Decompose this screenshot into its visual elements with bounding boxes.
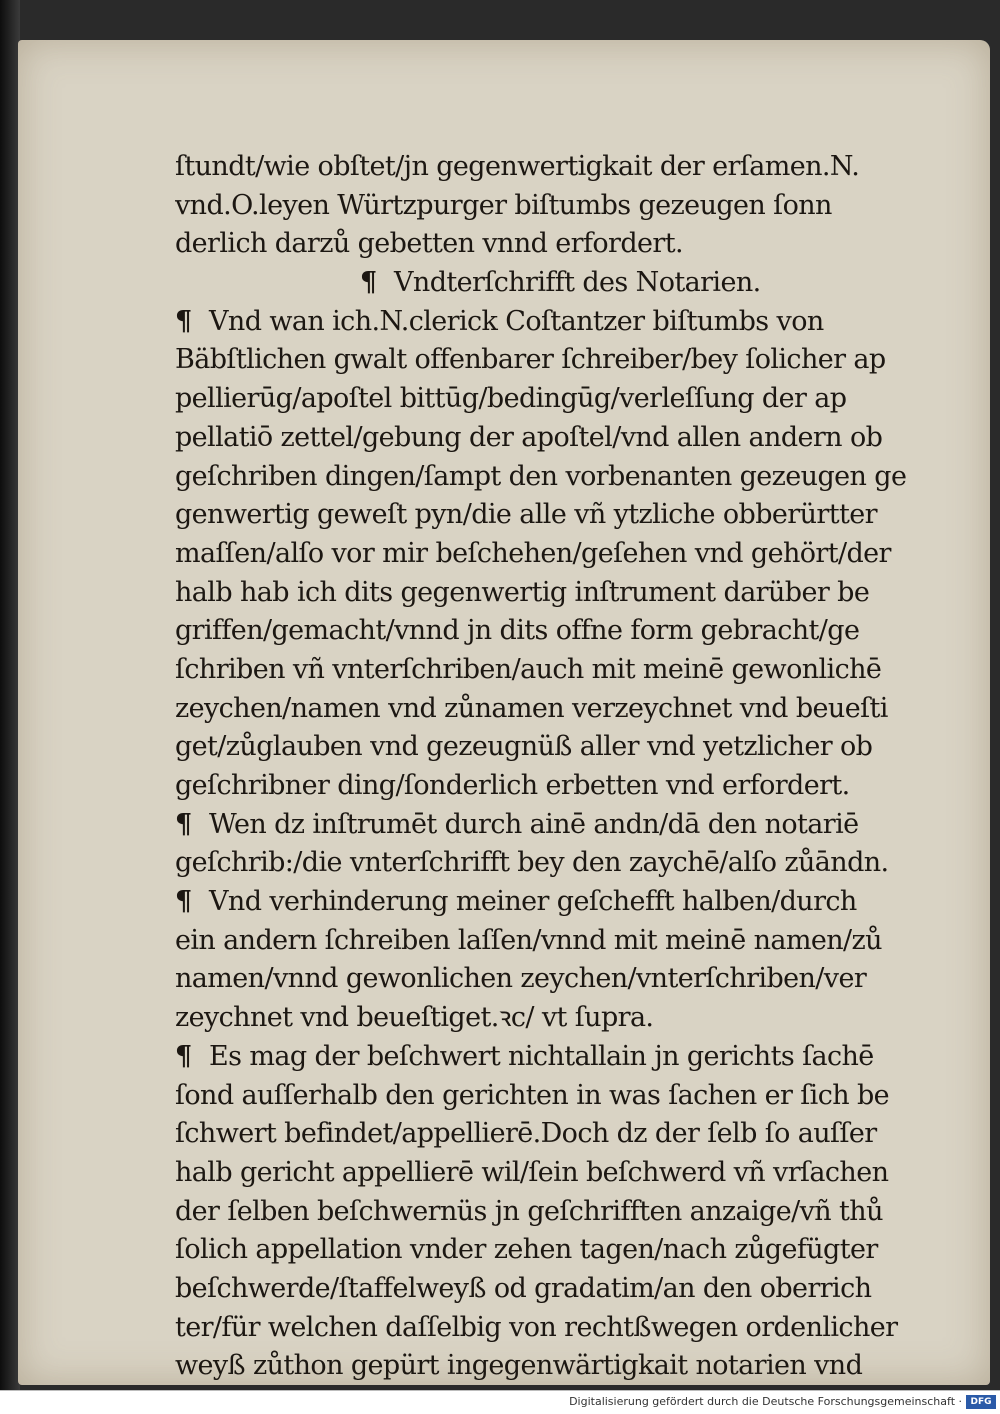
paper-page [18,40,990,1385]
text-line [175,844,935,883]
section-heading [175,264,935,303]
line-text: Vnd wan ich.N.clerick Coſtantzer biſtumbs von [209,305,824,337]
line-text: ſchriben vñ vnterſchriben/auch mit meinē gewonlichē [175,653,882,685]
text-line [175,922,935,961]
text-line [175,187,935,226]
line-text: Vnd verhinderung meiner geſchefft halben/durch [209,886,857,918]
pilcrow-icon: ¶ [175,1040,192,1072]
text-line [175,1038,935,1077]
text-line [175,767,935,806]
line-text: geſchribner ding/ſonderlich erbetten vnd erfordert. [175,770,850,801]
text-line [175,651,935,690]
text-line [175,225,935,264]
line-text: zeychen/namen vnd zůnamen verzeychnet vnd beueſti [175,692,888,724]
line-text: geſchrib:/die vnterſchrifft bey den zaychē/alſo zůāndn. [175,847,889,879]
text-line [175,458,935,497]
text-line [175,148,935,187]
line-text: ſtundt/wie obſtet/jn gegenwertigkait der erſamen.N. [175,151,860,182]
text-line [175,1077,935,1116]
text-line [175,341,935,380]
line-text: pellatiō zettel/gebung der apoſtel/vnd allen andern ob [175,421,883,453]
text-block [175,148,935,1386]
text-line [175,690,935,729]
line-text: derlich darzů gebetten vnnd erfordert. [175,228,683,260]
line-text: maſſen/alſo vor mir beſchehen/geſehen vnd gehört/der [175,537,891,569]
pilcrow-icon: ¶ [175,886,192,918]
text-line [175,1115,935,1154]
text-line [175,806,935,845]
text-line [175,419,935,458]
line-text: ſond auſſerhalb den gerichten in was ſachen er ſich be [175,1079,890,1111]
text-line [175,1193,935,1232]
line-text: Es mag der beſchwert nichtallain jn gerichts ſachē [209,1040,874,1072]
text-line [175,496,935,535]
line-text: halb hab ich dits gegenwertig inſtrument darüber be [175,576,870,608]
line-text: ein andern ſchreiben laſſen/vnnd mit meinē namen/zů [175,924,882,956]
line-text: namen/vnnd gewonlichen zeychen/vnterſchriben/ver [175,963,867,995]
line-text: ſolich appellation vnder zehen tagen/nach zůgefügter [175,1234,878,1266]
pilcrow-icon: ¶ [175,808,192,840]
line-text: Wen dz inſtrumēt durch ainē andn/dā den notariē [209,808,859,840]
text-line [175,574,935,613]
text-line [175,612,935,651]
line-text: beſchwerde/ſtaffelweyß od gradatim/an den oberrich [175,1272,872,1304]
text-line [175,1347,935,1386]
line-text: halb gericht appellierē wil/ſein beſchwerd vñ vrſachen [175,1156,889,1188]
line-text: genwertig geweſt pyn/die alle vñ ytzliche obberürtter [175,499,877,531]
pilcrow-icon: ¶ [360,267,377,299]
text-line [175,960,935,999]
text-line [175,1309,935,1348]
line-text: get/zůglauben vnd gezeugnüß aller vnd yetzlicher ob [175,731,873,763]
line-text: griffen/gemacht/vnnd jn dits offne form gebracht/ge [175,615,860,647]
line-text: ſchwert befindet/appellierē.Doch dz der ſelb ſo auſſer [175,1118,877,1150]
text-line [175,1154,935,1193]
line-text: zeychnet vnd beueſtiget.ꝛc/ vt ſupra. [175,1002,654,1034]
line-text: vnd.O.leyen Würtzpurger biſtumbs gezeugen ſonn [175,189,832,221]
line-text: der ſelben beſchwernüs jn geſchrifften anzaige/vñ thů [175,1195,883,1227]
text-line [175,999,935,1038]
text-line [175,303,935,342]
footer-credit: Digitalisierung gefördert durch die Deutsche Forschungsgemeinschaft · [569,1395,962,1408]
book-binding-edge [0,0,20,1390]
pilcrow-icon: ¶ [175,305,192,337]
text-line [175,1231,935,1270]
text-line [175,728,935,767]
line-text: weyß zůthon gepürt ingegenwärtigkait notarien vnd [175,1350,863,1382]
dfg-logo-icon: DFG [966,1395,996,1409]
line-text: geſchriben dingen/ſampt den vorbenanten gezeugen ge [175,460,907,492]
line-text: pellierūg/apoſtel bittūg/bedingūg/verleſſung der ap [175,383,847,415]
footer-bar [0,1390,1000,1414]
line-text: Vndterſchrifft des Notarien. [394,267,761,299]
text-line [175,883,935,922]
text-line [175,1270,935,1309]
text-line [175,535,935,574]
line-text: Bäbſtlichen gwalt offenbarer ſchreiber/bey ſolicher ap [175,344,886,376]
text-line [175,380,935,419]
line-text: ter/für welchen daſſelbig von rechtßwegen ordenlicher [175,1311,898,1343]
